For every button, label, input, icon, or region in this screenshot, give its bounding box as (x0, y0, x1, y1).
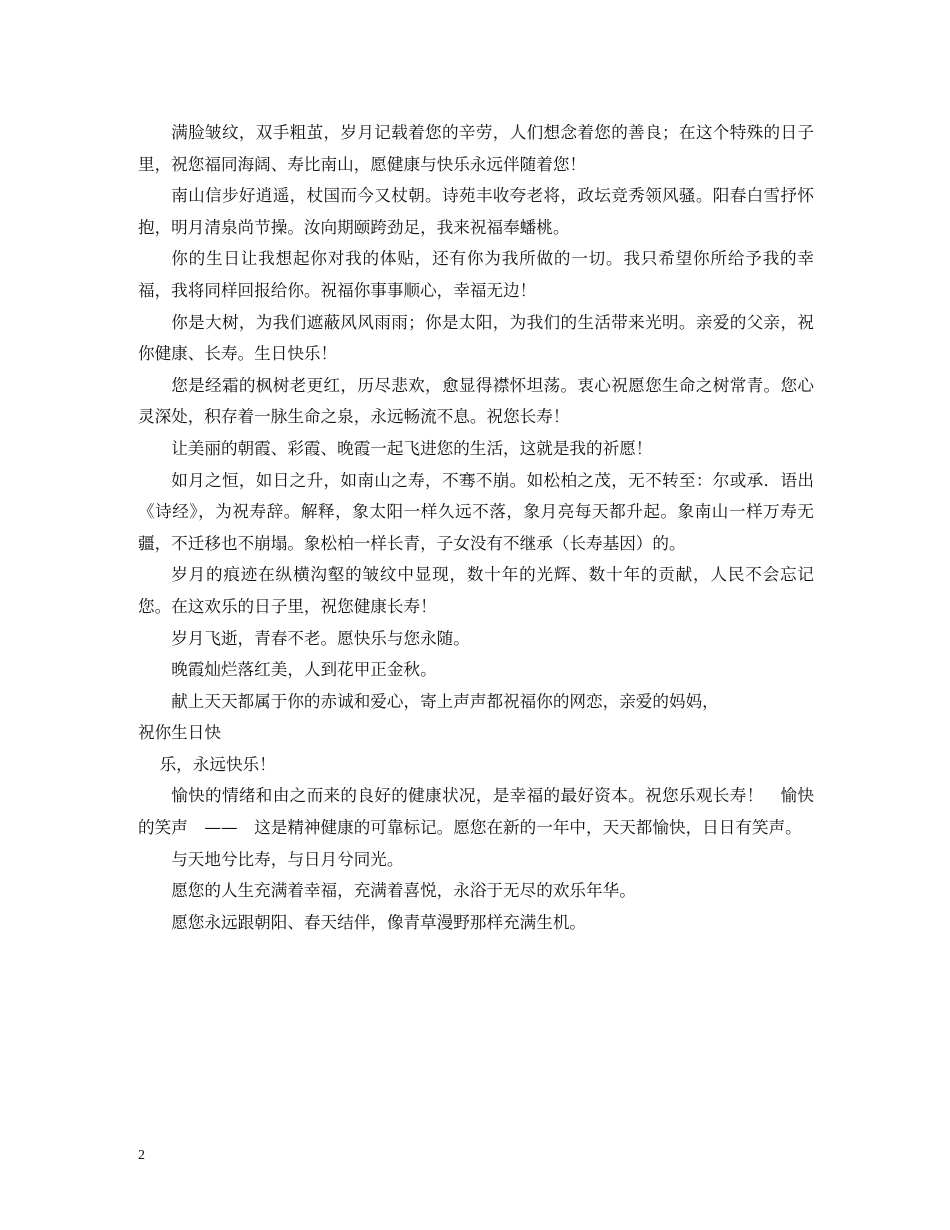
paragraph: 满脸皱纹，双手粗茧，岁月记载着您的辛劳，人们想念着您的善良；在这个特殊的日子里，祝您福同海阔、寿比南山，愿健康与快乐永远伴随着您！ (138, 123, 814, 174)
document-body (138, 117, 814, 938)
paragraph: 您是经霜的枫树老更红，历尽悲欢，愈显得襟怀坦荡。衷心祝愿您生命之树常青。您心灵深处，积存着一脉生命之泉，永远畅流不息。祝您长寿！ (138, 375, 814, 427)
paragraph: 你的生日让我想起你对我的体贴，还有你为我所做的一切。我只希望你所给予我的幸福，我将同样回报给你。祝福你事事顺心，幸福无边！ (138, 249, 814, 300)
paragraph: 岁月的痕迹在纵横沟壑的皱纹中显现，数十年的光辉、数十年的贡献，人民不会忘记您。在这欢乐的日子里，祝您健康长寿！ (138, 565, 814, 616)
paragraph: 献上天天都属于你的赤诚和爱心，寄上声声都祝福你的网恋，亲爱的妈妈， (171, 691, 719, 711)
paragraph: 你是大树，为我们遮蔽风风雨雨；你是太阳，为我们的生活带来光明。亲爱的父亲，祝你健康、长寿。生日快乐！ (138, 312, 814, 364)
paragraph: 晚霞灿烂落红美，人到花甲正金秋。 (171, 660, 437, 680)
paragraph: 岁月飞逝，青春不老。愿快乐与您永随。 (171, 628, 470, 648)
paragraph: 愿您永远跟朝阳、春天结伴，像青草漫野那样充满生机。 (171, 912, 587, 932)
paragraph: 祝你生日快 (138, 723, 221, 743)
paragraph: 与天地兮比寿，与日月兮同光。 (171, 849, 404, 869)
page-number: 2 (138, 1148, 145, 1163)
paragraph: 让美丽的朝霞、彩霞、晚霞一起飞进您的生活，这就是我的祈愿！ (171, 438, 653, 458)
paragraph: 如月之恒，如日之升，如南山之寿，不骞不崩。如松柏之茂，无不转至：尔或承．语出《诗经》，为祝寿辞。解释，象太阳一样久远不落，象月亮每天都升起。象南山一样万寿无疆，不迁移也不崩塌。象松柏一样长青，子女没有不继承（长寿基因）的。 (138, 470, 814, 553)
paragraph: 南山信步好逍遥，杖国而今又杖朝。诗苑丰收夸老将，政坛竞秀领风骚。阳春白雪抒怀抱，明月清泉尚节操。汝向期颐跨劲足，我来祝福奉蟠桃。 (138, 186, 814, 237)
paragraph: 乐，永远快乐！ (159, 754, 276, 774)
paragraph: 愿您的人生充满着幸福，充满着喜悦，永浴于无尽的欢乐年华。 (171, 881, 636, 901)
paragraph: 愉快的情绪和由之而来的良好的健康状况，是幸福的最好资本。祝您乐观长寿！ 愉快的笑声 —— 这是精神健康的可靠标记。愿您在新的一年中，天天都愉快，日日有笑声。 (138, 786, 814, 838)
